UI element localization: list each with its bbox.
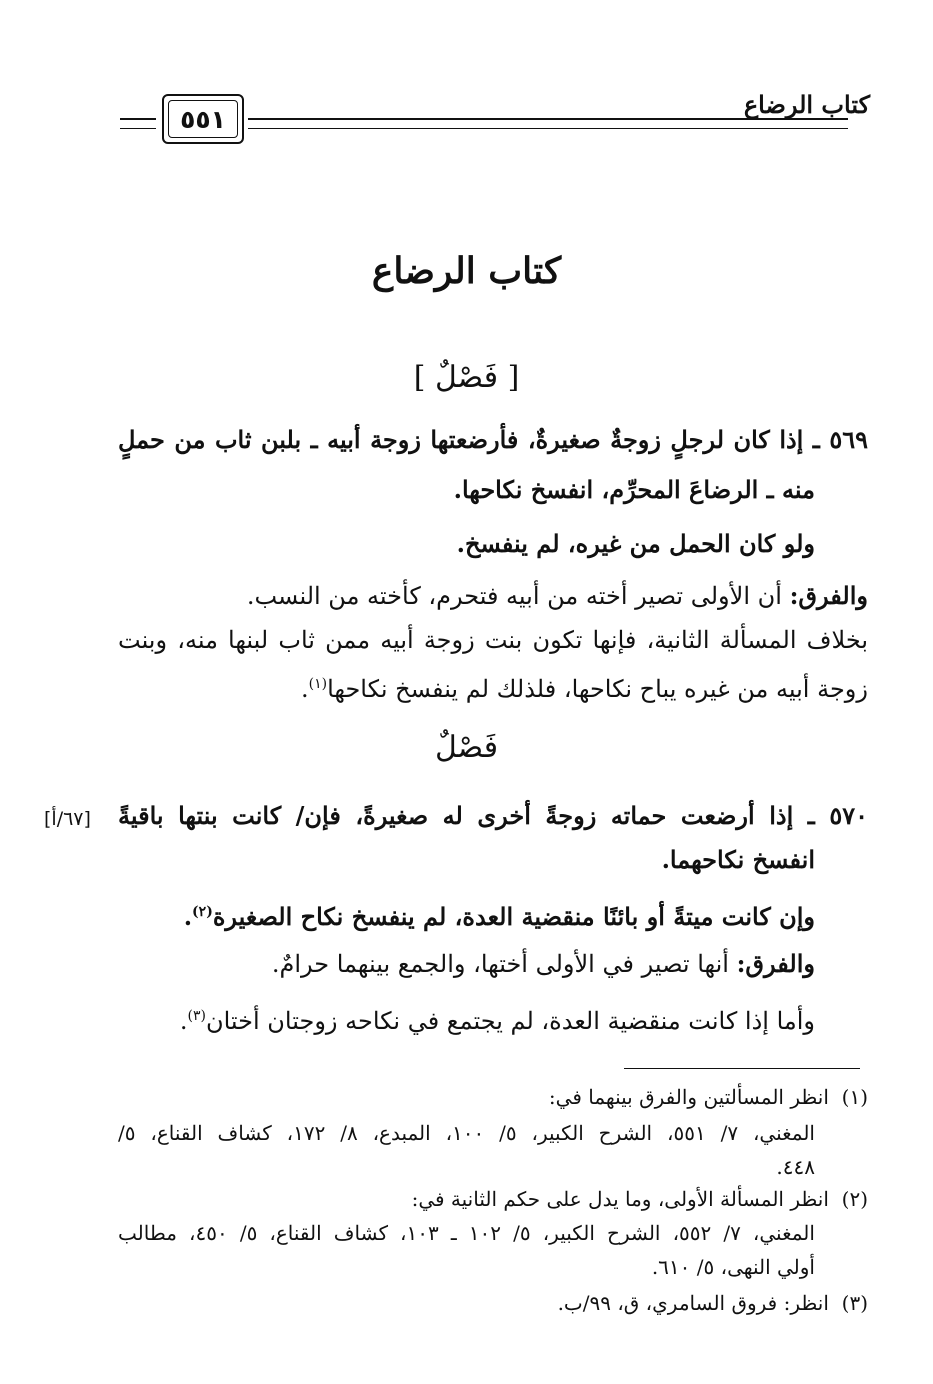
footnote-1-line-3: ٤٤٨.	[776, 1155, 815, 1179]
footnote-1-line-2: المغني، ٧/ ٥٥١، الشرح الكبير، ٥/ ١٠٠، المبدع، ٨/ ١٧٢، كشاف القناع، ٥/	[118, 1121, 815, 1145]
issue-569-line-1: ٥٦٩ ـ إذا كان لرجلٍ زوجةٌ صغيرةٌ، فأرضعتها زوجة أبيه ـ بلبن ثاب من حملٍ	[118, 425, 868, 454]
difference-paragraph-2: والفرق: أنها تصير في الأولى أختها، والجمع بينهما حرامٌ.	[271, 949, 815, 978]
page-header	[118, 84, 870, 144]
header-rule-right	[248, 118, 848, 129]
issue-570-line-2: انفسخ نكاحهما.	[661, 845, 815, 874]
footnote-ref-3[interactable]: (٣)	[187, 1008, 206, 1024]
footnote-number: (٣)	[841, 1291, 868, 1315]
difference-paragraph-1-line-3: زوجة أبيه من غيره يباح نكاحها، فلذلك لم ينفسخ نكاحها$^{(١)}$.	[300, 675, 868, 703]
footnote-number: (٢)	[841, 1187, 868, 1211]
running-title: كتاب الرضاع	[743, 90, 870, 119]
page-number: ٥٥١	[180, 105, 226, 134]
manuscript-folio-ref: [٦٧/أ]	[44, 808, 91, 830]
issue-570-line-3: وإن كانت ميتةً أو بائنًا منقضية العدة، لم ينفسخ نكاح الصغيرة$^{(٢)}$.	[183, 902, 815, 931]
footnote-separator	[624, 1068, 860, 1069]
footnote-2-line-2: المغني، ٧/ ٥٥٢، الشرح الكبير، ٥/ ١٠٢ ـ ١٠٣، كشاف القناع، ٥/ ٤٥٠، مطالب	[118, 1221, 815, 1245]
book-title: كتاب الرضاع	[371, 250, 562, 292]
footnote-number: (١)	[841, 1085, 868, 1109]
difference-label: والفرق:	[736, 949, 815, 978]
issue-569-line-2: منه ـ الرضاعَ المحرِّم، انفسخ نكاحها.	[453, 475, 815, 504]
page-number-frame	[162, 94, 244, 144]
footnote-3-line-1: (٣) انظر: فروق السامري، ق، ٩٩/ب.	[557, 1291, 868, 1315]
footnote-ref-2[interactable]: (٢)	[192, 904, 213, 920]
section-heading: فَصْلٌ	[434, 730, 499, 765]
footnote-2-line-3: أولي النهى، ٥/ ٦١٠.	[651, 1255, 815, 1279]
difference-paragraph-1-line-2: بخلاف المسألة الثانية، فإنها تكون بنت زوجة أبيه ممن ثاب لبنها منه، وبنت	[118, 626, 868, 654]
difference-label: والفرق:	[789, 581, 868, 610]
difference-paragraph-1-line-1: والفرق: أن الأولى تصير أخته من أبيه فتحرم، كأخته من النسب.	[246, 581, 868, 610]
issue-569-line-3: ولو كان الحمل من غيره، لم ينفسخ.	[456, 529, 815, 558]
header-rule-left	[120, 118, 156, 129]
difference-paragraph-2-last-line: وأما إذا كانت منقضية العدة، لم يجتمع في نكاحه زوجتان أختان$^{(٣)}$.	[179, 1007, 815, 1035]
footnote-1-line-1: (١) انظر المسألتين والفرق بينهما في:	[548, 1085, 868, 1109]
footnote-ref-1[interactable]: (١)	[308, 676, 328, 692]
section-heading: [ فَصْلٌ ]	[413, 360, 520, 395]
issue-570-line-1: ٥٧٠ ـ إذا أرضعت حماته زوجةً أخرى له صغيرةً، فإن/ كانت بنتها باقيةً	[118, 801, 868, 830]
footnote-2-line-1: (٢) انظر المسألة الأولى، وما يدل على حكم الثانية في:	[411, 1187, 868, 1211]
